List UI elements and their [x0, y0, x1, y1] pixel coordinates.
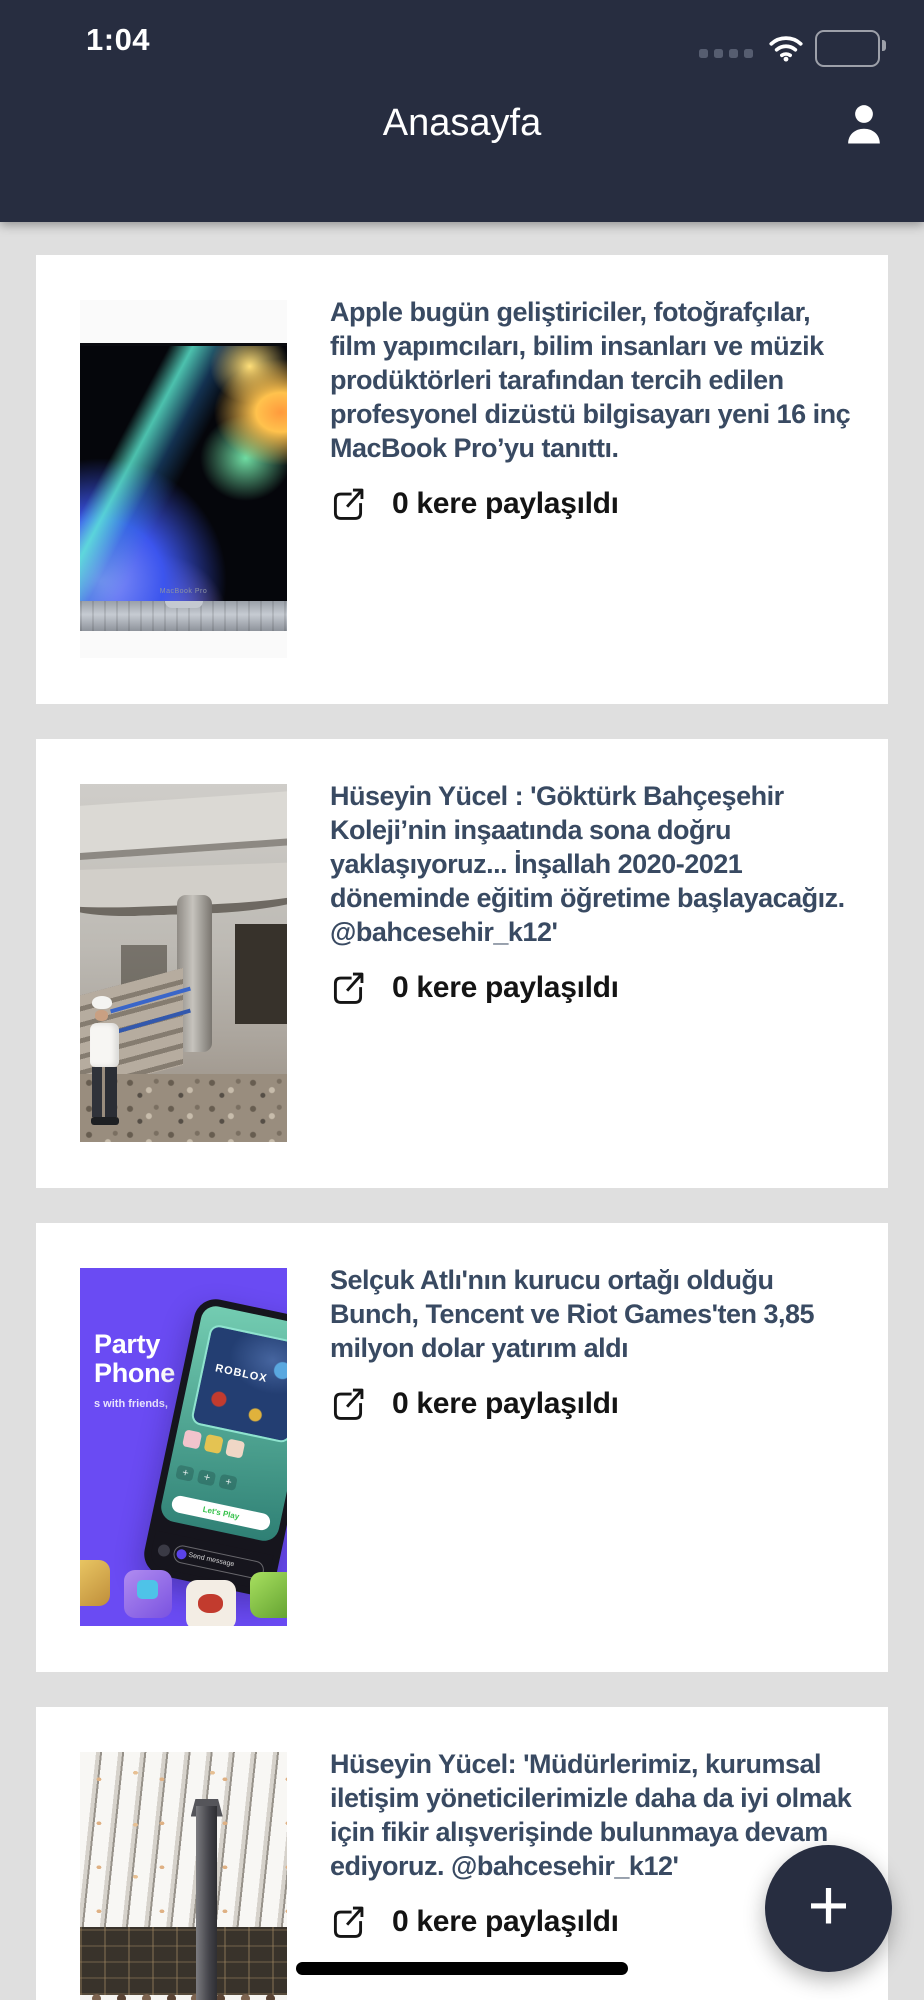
game-icon	[80, 1560, 110, 1606]
card-thumbnail-construction	[80, 784, 287, 1142]
plus-icon: +	[807, 1865, 850, 1946]
roblox-logo-text: ROBLOX	[214, 1362, 269, 1386]
macbook-keyboard-art	[80, 601, 287, 631]
share-count-label: 0 kere paylaşıldı	[392, 1387, 619, 1420]
gear-icon	[157, 1543, 171, 1557]
plus-tile: +	[176, 1464, 196, 1481]
plus-tile: +	[219, 1473, 239, 1490]
share-count-label: 0 kere paylaşıldı	[392, 1905, 619, 1938]
card-content	[330, 1265, 854, 1425]
phone-screen-art	[158, 1303, 287, 1543]
profile-button[interactable]	[838, 98, 890, 150]
helmet-art	[92, 996, 112, 1009]
status-time: 1:04	[86, 22, 151, 57]
battery-icon	[815, 30, 880, 67]
game-icon	[186, 1580, 236, 1626]
share-icon[interactable]	[330, 967, 366, 1009]
news-card[interactable]	[36, 1707, 888, 2000]
send-message-pill: Send message	[172, 1544, 266, 1581]
plus-tile: +	[197, 1469, 217, 1486]
cellular-signal-icon	[699, 49, 753, 58]
share-row	[330, 967, 854, 1009]
page-title: Anasayfa	[382, 102, 542, 144]
shirt-art	[90, 1023, 119, 1067]
news-feed	[0, 222, 924, 2000]
card-title: Selçuk Atlı'nın kurucu ortağı olduğu Bunch, Tencent ve Riot Games'ten 3,85 milyon dolar yatırım aldı	[330, 1265, 815, 1363]
game-app-icons-art	[80, 1560, 287, 1610]
app-header	[0, 0, 924, 222]
promo-headline	[94, 1330, 175, 1388]
card-title: Hüseyin Yücel: 'Müdürlerimiz, kurumsal iletişim yöneticilerimizle daha da iyi olmak için fikir alışverişinde bulunmaya devam ediyoruz. @bahcesehir_k12'	[330, 1749, 852, 1881]
share-row	[330, 1383, 854, 1425]
card-content	[330, 781, 854, 1009]
seated-people-art	[80, 1978, 287, 2000]
macbook-wallpaper-art	[80, 343, 287, 601]
home-indicator[interactable]	[296, 1962, 628, 1975]
card-thumbnail-macbook	[80, 300, 287, 658]
concrete-slab-art	[80, 789, 287, 861]
shoes-art	[91, 1117, 119, 1125]
add-friend-row-art	[176, 1464, 239, 1490]
face-art	[95, 1010, 108, 1021]
share-icon[interactable]	[330, 1901, 366, 1943]
pants-art	[92, 1067, 117, 1117]
man-with-helmet-art	[90, 996, 124, 1124]
card-thumbnail-bunch-app	[80, 1268, 287, 1626]
share-icon[interactable]	[330, 1383, 366, 1425]
promo-headline-line1: Party	[94, 1329, 161, 1359]
person-icon	[838, 98, 890, 150]
wifi-icon	[769, 35, 803, 62]
news-card[interactable]	[36, 1223, 888, 1672]
ceiling-art	[80, 1752, 287, 1927]
share-icon[interactable]	[330, 483, 366, 525]
pillar-art	[196, 1806, 217, 2000]
roblox-game-card-art	[190, 1323, 287, 1445]
status-icons	[699, 30, 880, 67]
add-button[interactable]	[765, 1845, 892, 1972]
news-card[interactable]	[36, 739, 888, 1188]
building-opening-art	[235, 924, 287, 1024]
share-count-label: 0 kere paylaşıldı	[392, 971, 619, 1004]
promo-headline-line2: Phone	[94, 1358, 176, 1388]
lets-play-button-art: Let's Play	[170, 1495, 272, 1533]
card-content	[330, 297, 854, 525]
game-icon	[250, 1572, 287, 1618]
share-row	[330, 483, 854, 525]
card-title: Apple bugün geliştiriciler, fotoğrafçılar, film yapımcıları, bilim insanları ve müzik prodüktörleri tarafından tercih edilen profesyonel dizüstü bilgisayarı yeni 16 inç MacBook Pro’yu tanıttı.	[330, 297, 851, 463]
promo-subtitle: s with friends,	[94, 1398, 168, 1410]
share-count-label: 0 kere paylaşıldı	[392, 487, 619, 520]
game-icon	[124, 1570, 172, 1618]
card-title: Hüseyin Yücel : 'Göktürk Bahçeşehir Koleji’nin inşaatında sona doğru yaklaşıyoruz... İnşallah 2020-2021 döneminde eğitim öğretime başlayacağız. @bahcesehir_k12'	[330, 781, 845, 947]
news-card[interactable]	[36, 255, 888, 704]
card-thumbnail-conference	[80, 1752, 287, 2000]
avatar-row-art	[182, 1430, 245, 1459]
macbook-caption: MacBook Pro	[159, 588, 208, 595]
